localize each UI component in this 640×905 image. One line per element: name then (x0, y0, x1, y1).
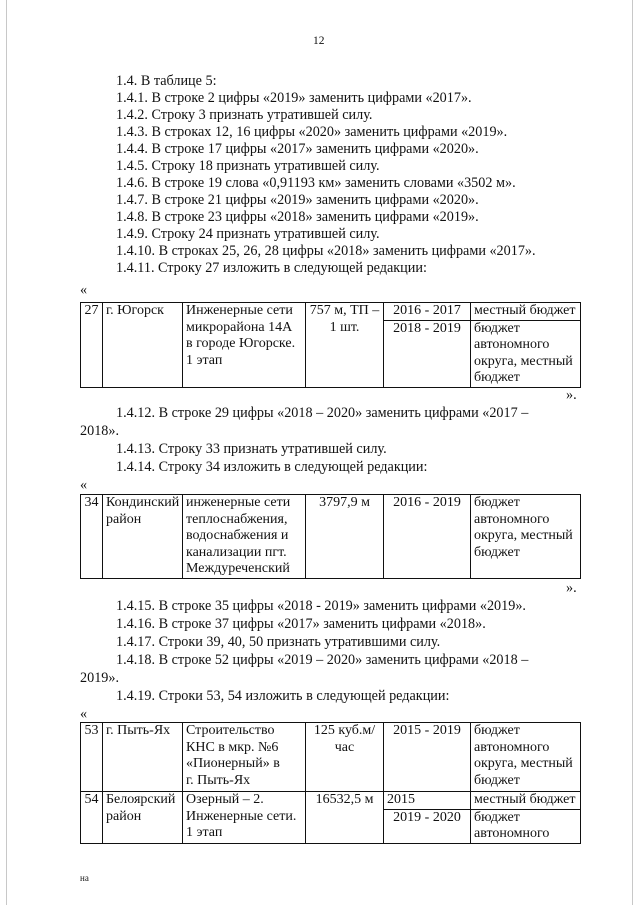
table-row-27 (80, 302, 581, 388)
cell-line: автономного (474, 739, 550, 755)
cell-line: автономного (474, 826, 550, 841)
object-cell (183, 792, 306, 844)
locality-cell: г. Югорск (103, 303, 183, 388)
funding-source-cell (471, 320, 581, 387)
period-cell: 2015 (384, 792, 471, 810)
cell-line: «Пионерный» в (186, 756, 280, 771)
cell-line: район (106, 808, 142, 824)
cell-line: Белоярский (106, 792, 176, 807)
cell-line: микрорайона 14А (186, 319, 293, 335)
capacity-cell (306, 303, 384, 388)
row-number: 54 (81, 792, 103, 844)
period-cell: 2016 - 2017 (384, 303, 471, 321)
cell-line: теплоснабжения, (186, 511, 288, 527)
cell-line: в городе Югорске. (186, 336, 296, 351)
period-cell: 2015 - 2019 (384, 723, 471, 792)
cell-line: час (334, 739, 355, 755)
funding-source-cell: местный бюджет (471, 792, 581, 810)
cell-line: бюджет (474, 723, 520, 738)
cell-line: водоснабжения и (186, 528, 289, 543)
cell-line: 1 этап (186, 825, 223, 840)
paragraph: 1.4.3. В строках 12, 16 цифры «2020» заменить цифрами «2019». (116, 124, 508, 140)
capacity-cell: 3797,9 м (306, 495, 384, 579)
cell-line: Междуреченский (186, 561, 290, 576)
row-number: 34 (81, 495, 103, 579)
cell-line: бюджет (474, 809, 520, 825)
period-cell: 2016 - 2019 (384, 495, 471, 579)
cell-line: 1 шт. (329, 319, 360, 335)
cell-line: автономного (474, 511, 550, 527)
funding-source-cell (471, 495, 581, 579)
cell-line: округа, местный (474, 528, 573, 543)
paragraph-1-4-18-continued: 2019». (80, 670, 120, 686)
object-cell (183, 723, 306, 792)
table-rows-53-54 (80, 722, 581, 844)
cell-line: инженерные сети (186, 495, 291, 510)
object-cell (183, 303, 306, 388)
cell-line: район (106, 511, 142, 527)
paragraph: 1.4. В таблице 5: (116, 73, 217, 89)
capacity-cell (306, 723, 384, 792)
cell-line: округа, местный (474, 756, 573, 771)
page-right-edge (632, 0, 633, 905)
paragraph: 1.4.11. Строку 27 изложить в следующей редакции: (116, 260, 427, 276)
closing-quote: ». (566, 387, 577, 403)
funding-source-cell: местный бюджет (471, 303, 581, 321)
period-cell: 2019 - 2020 (384, 809, 471, 843)
opening-quote: « (80, 282, 88, 298)
funding-source-cell (471, 809, 581, 843)
locality-cell: г. Пыть-Ях (103, 723, 183, 792)
locality-cell (103, 792, 183, 844)
paragraph: 1.4.15. В строке 35 цифры «2018 - 2019» заменить цифрами «2019». (116, 598, 526, 614)
cell-line: 125 куб.м/ (313, 723, 376, 738)
paragraph-1-4-12: 1.4.12. В строке 29 цифры «2018 – 2020» заменить цифрами «2017 – (116, 405, 529, 421)
cell-line: 1 этап (186, 352, 223, 368)
funding-source-cell (471, 723, 581, 792)
period-cell: 2018 - 2019 (384, 320, 471, 387)
cell-line: 757 м, ТП – (309, 303, 380, 318)
locality-cell (103, 495, 183, 579)
cell-line: бюджет (474, 495, 520, 510)
cell-line: Инженерные сети. (186, 808, 297, 824)
cell-line: Кондинский (106, 495, 180, 510)
paragraph: 1.4.7. В строке 21 цифры «2019» заменить цифрами «2020». (116, 192, 479, 208)
capacity-cell: 16532,5 м (306, 792, 384, 844)
paragraph-1-4-18: 1.4.18. В строке 52 цифры «2019 – 2020» заменить цифрами «2018 – (116, 652, 529, 668)
closing-quote: ». (566, 580, 577, 596)
paragraph-1-4-12-continued: 2018». (80, 423, 120, 439)
cell-line: бюджет (474, 772, 520, 788)
cell-line: автономного (474, 337, 550, 352)
cell-line: бюджет (474, 544, 520, 560)
cell-line: Строительство (186, 723, 275, 738)
paragraph: 1.4.5. Строку 18 признать утратившей силу. (116, 158, 380, 174)
cell-line: округа, местный (474, 353, 573, 369)
paragraph-1-4-19: 1.4.19. Строки 53, 54 изложить в следующей редакции: (116, 688, 450, 704)
cell-line: бюджет (474, 370, 520, 385)
object-cell (183, 495, 306, 579)
paragraph-1-4-13: 1.4.13. Строку 33 признать утратившей силу. (116, 441, 387, 457)
cell-line: КНС в мкр. №6 (186, 739, 279, 755)
opening-quote: « (80, 706, 88, 722)
opening-quote: « (80, 477, 88, 493)
cell-line: Озерный – 2. (186, 792, 264, 807)
paragraph: 1.4.17. Строки 39, 40, 50 признать утратившими силу. (116, 634, 441, 650)
row-number: 27 (81, 303, 103, 388)
cell-line: г. Пыть-Ях (186, 772, 251, 788)
paragraph: 1.4.10. В строках 25, 26, 28 цифры «2018» заменить цифрами «2017». (116, 243, 536, 259)
cell-line: бюджет (474, 320, 520, 336)
row-number: 53 (81, 723, 103, 792)
paragraph: 1.4.1. В строке 2 цифры «2019» заменить цифрами «2017». (116, 90, 472, 106)
paragraph: 1.4.6. В строке 19 слова «0,91193 км» заменить словами «3502 м». (116, 175, 516, 191)
paragraph: 1.4.16. В строке 37 цифры «2017» заменить цифрами «2018». (116, 616, 486, 632)
paragraph: 1.4.9. Строку 24 признать утратившей силу. (116, 226, 380, 242)
cell-line: Инженерные сети (186, 303, 293, 318)
page-left-edge (6, 0, 7, 905)
page-number: 12 (313, 35, 325, 47)
footer-mark: на (80, 873, 89, 883)
table-row-34 (80, 494, 581, 579)
paragraph: 1.4.8. В строке 23 цифры «2018» заменить цифрами «2019». (116, 209, 479, 225)
paragraph: 1.4.4. В строке 17 цифры «2017» заменить цифрами «2020». (116, 141, 479, 157)
paragraph: 1.4.2. Строку 3 признать утратившей силу. (116, 107, 373, 123)
cell-line: канализации пгт. (186, 544, 287, 560)
paragraph-1-4-14: 1.4.14. Строку 34 изложить в следующей редакции: (116, 459, 428, 475)
